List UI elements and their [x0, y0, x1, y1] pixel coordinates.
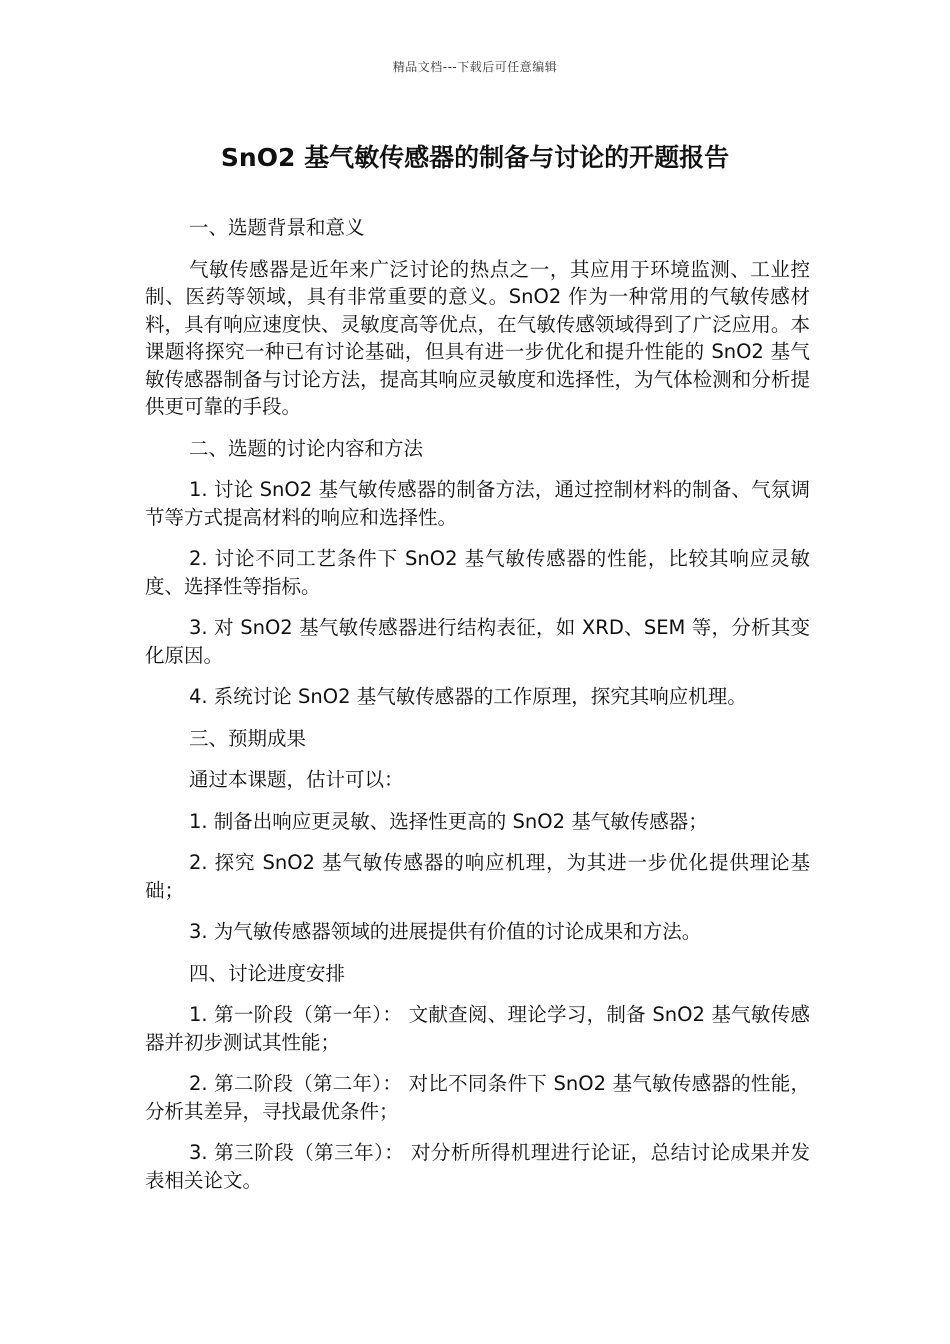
schedule-item: 2. 第二阶段（第二年）： 对比不同条件下 SnO2 基气敏传感器的性能，分析其差异，寻找最优条件； [145, 1072, 810, 1123]
research-item: 4. 系统讨论 SnO2 基气敏传感器的工作原理，探究其响应机理。 [189, 685, 747, 708]
expected-result-item: 2. 探究 SnO2 基气敏传感器的响应机理，为其进一步优化提供理论基础； [145, 851, 810, 902]
research-item: 2. 讨论不同工艺条件下 SnO2 基气敏传感器的性能，比较其响应灵敏度、选择性等指标。 [145, 547, 810, 598]
header-note: 精品文档---下载后可任意编辑 [392, 60, 558, 74]
paragraph-background: 气敏传感器是近年来广泛讨论的热点之一，其应用于环境监测、工业控制、医药等领域，具有非常重要的意义。SnO2 作为一种常用的气敏传感材料，具有响应速度快、灵敏度高等优点，在气敏传感领域得到了广泛应用。本课题将探究一种已有讨论基础，但具有进一步优化和提升性能的 SnO2 基气敏传感器制备与讨论方法，提高其响应灵敏度和选择性，为气体检测和分析提供更可靠的手段。 [145, 257, 810, 418]
expected-results-intro: 通过本课题，估计可以： [189, 768, 404, 791]
section-heading-background: 一、选题背景和意义 [189, 216, 365, 239]
schedule-item: 1. 第一阶段（第一年）： 文献查阅、理论学习，制备 SnO2 基气敏传感器并初步测试其性能； [145, 1003, 810, 1054]
section-heading-schedule: 四、讨论进度安排 [189, 961, 346, 985]
section-heading-research-content: 二、选题的讨论内容和方法 [189, 436, 424, 460]
schedule-item: 3. 第三阶段（第三年）： 对分析所得机理进行论证，总结讨论成果并发表相关论文。 [145, 1141, 810, 1192]
document-title: SnO2 基气敏传感器的制备与讨论的开题报告 [220, 143, 730, 172]
research-item: 3. 对 SnO2 基气敏传感器进行结构表征，如 XRD、SEM 等，分析其变化原因。 [145, 616, 810, 667]
expected-result-item: 3. 为气敏传感器领域的进展提供有价值的讨论成果和方法。 [189, 920, 702, 943]
expected-result-item: 1. 制备出响应更灵敏、选择性更高的 SnO2 基气敏传感器； [189, 809, 708, 833]
document-body [145, 214, 810, 1208]
section-heading-expected-results: 三、预期成果 [189, 726, 307, 750]
research-item: 1. 讨论 SnO2 基气敏传感器的制备方法，通过控制材料的制备、气氛调节等方式提高材料的响应和选择性。 [145, 478, 810, 529]
